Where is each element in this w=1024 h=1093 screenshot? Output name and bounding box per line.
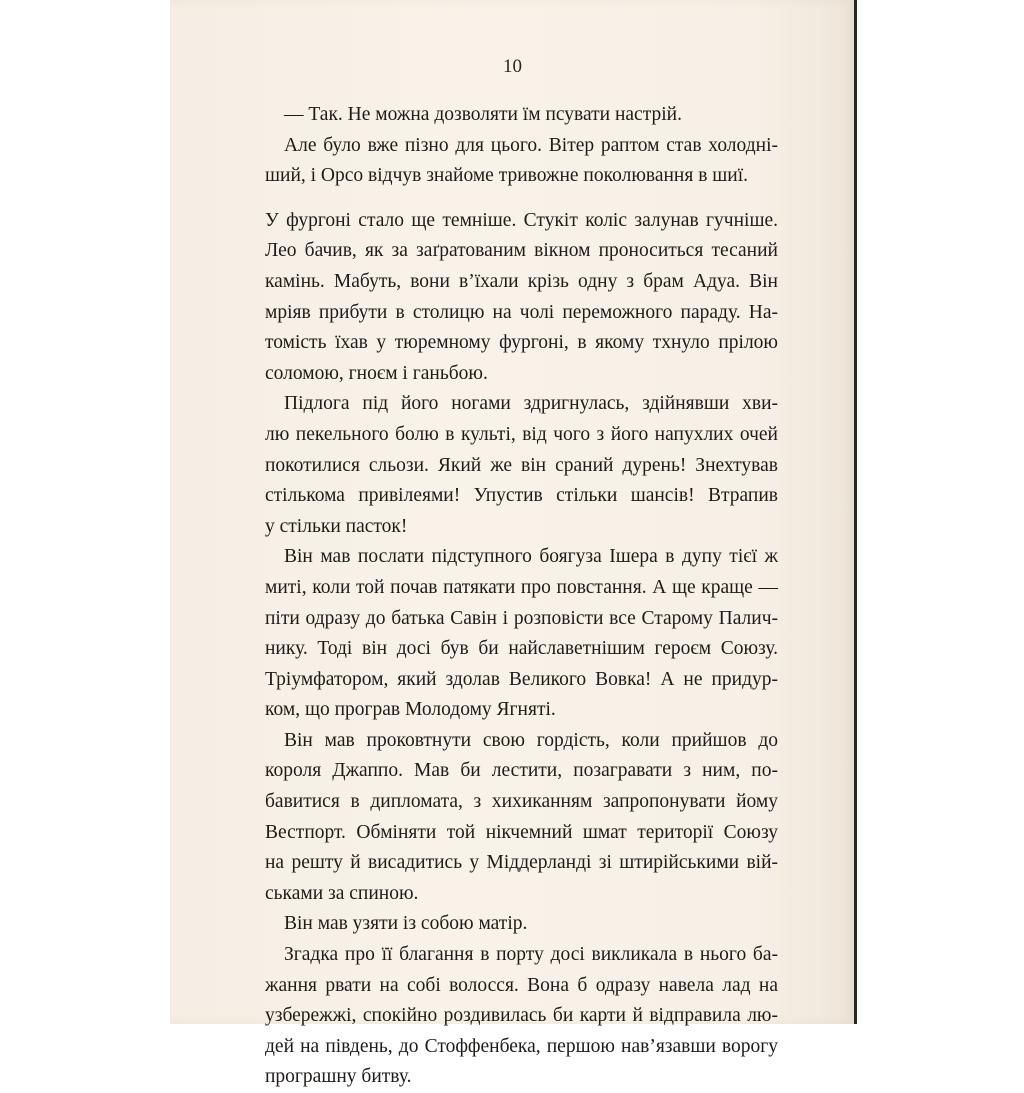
text-line: камінь. Мабуть, вони в’їхали крізь одну з брам Адуа. Він bbox=[265, 270, 778, 292]
text-line: У фургоні стало ще темніше. Стукіт коліс залунав гучніше. bbox=[265, 209, 778, 231]
paragraph bbox=[265, 940, 778, 1093]
text-line: соломою, гноєм і ганьбою. bbox=[265, 362, 488, 384]
text-line: у стільки пасток! bbox=[265, 515, 408, 537]
text-line: миті, коли той почав патякати про повстання. А ще краще — bbox=[265, 576, 778, 598]
text-line: дей на південь, до Стоффенбека, першою нав’язавши ворогу bbox=[265, 1035, 778, 1057]
book-page bbox=[170, 0, 855, 1088]
text-line: покотилися сльози. Який же він сраний дурень! Знехтував bbox=[265, 454, 778, 476]
text-line: стількома привілеями! Упустив стільки шансів! Втрапив bbox=[265, 485, 778, 507]
text-line: бавитися в дипломата, з хихиканням запропонувати йому bbox=[265, 791, 778, 813]
body-text bbox=[265, 100, 778, 1093]
text-line: піти одразу до батька Савін і розповісти все Старому Палич- bbox=[265, 607, 778, 629]
text-line: — Так. Не можна дозволяти їм псувати настрій. bbox=[284, 104, 682, 125]
page-edge bbox=[854, 0, 857, 1024]
text-line: ком, що програв Молодому Ягняті. bbox=[265, 699, 556, 721]
text-line: Підлога під його ногами здригнулась, здійнявши хви- bbox=[284, 393, 778, 415]
text-line: Він мав узяти із собою матір. bbox=[284, 913, 528, 935]
text-line: Але було вже пізно для цього. Вітер раптом став холодні- bbox=[284, 134, 778, 156]
paragraph bbox=[265, 100, 778, 131]
text-line: Лео бачив, як за заґратованим вікном проноситься тесаний bbox=[265, 240, 778, 262]
text-line: нику. Тоді він досі був би найславетнішим героєм Союзу. bbox=[265, 638, 778, 660]
text-line: мріяв прибути в столицю на чолі переможного параду. На- bbox=[265, 301, 778, 323]
text-line: Тріумфатором, який здолав Великого Вовка! А не придур- bbox=[265, 668, 778, 690]
text-line: Згадка про її благання в порту досі викликала в нього ба- bbox=[284, 944, 778, 966]
paragraph bbox=[265, 131, 778, 192]
text-line: короля Джаппо. Мав би лестити, позагравати з ним, по- bbox=[265, 760, 778, 782]
text-line: Вестпорт. Обміняти той нікчемний шмат території Союзу bbox=[265, 821, 778, 843]
text-line: програшну битву. bbox=[265, 1066, 412, 1088]
paragraph bbox=[265, 389, 778, 542]
text-line: Він мав проковтнути свою гордість, коли прийшов до bbox=[284, 729, 778, 751]
text-line: на решту й висадитись у Міддерланді зі штирійськими вій- bbox=[265, 852, 778, 874]
section-break bbox=[265, 192, 778, 206]
paragraph bbox=[265, 542, 778, 726]
page-number: 10 bbox=[503, 56, 522, 77]
text-line: ськами за спиною. bbox=[265, 882, 419, 904]
text-line: жання рвати на собі волосся. Вона б одразу навела лад на bbox=[265, 974, 778, 996]
text-line: Він мав послати підступного боягуза Ішера в дупу тієї ж bbox=[284, 546, 778, 568]
paragraph bbox=[265, 206, 778, 390]
paragraph bbox=[265, 909, 778, 940]
text-line: томість їхав у тюремному фургоні, в якому тхнуло прілою bbox=[265, 332, 778, 354]
paragraph bbox=[265, 726, 778, 910]
text-line: ший, і Орсо відчув знайоме тривожне поколювання в шиї. bbox=[265, 165, 749, 187]
text-line: лю пекельного болю в культі, від чого з його напухлих очей bbox=[265, 423, 778, 445]
text-line: узбережжі, спокійно роздивилась би карти й відправила лю- bbox=[265, 1005, 778, 1027]
